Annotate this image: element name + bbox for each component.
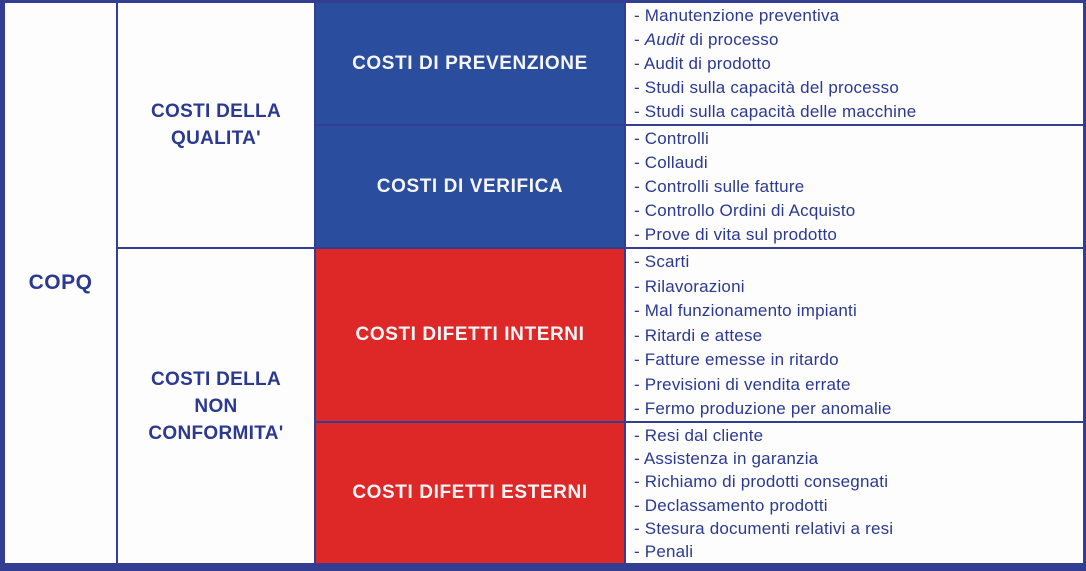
- list-item: - Mal funzionamento impianti: [634, 301, 857, 320]
- group-label-line: COSTI DELLA: [151, 101, 281, 122]
- list-item: - Audit di prodotto: [634, 54, 772, 73]
- copq-root-cell: [5, 3, 116, 563]
- list-item: - Collaudi: [634, 153, 708, 172]
- list-item: - Penali: [634, 542, 694, 562]
- list-item-text: di processo: [684, 30, 779, 49]
- list-item: - Resi dal cliente: [634, 426, 764, 445]
- list-item: - Declassamento prodotti: [634, 495, 828, 515]
- list-item: - Controllo Ordini di Acquisto: [634, 201, 856, 220]
- group-label-line: CONFORMITA': [148, 422, 284, 444]
- list-item-dash: -: [634, 30, 645, 49]
- list-item: - Stesura documenti relativi a resi: [634, 518, 894, 538]
- group-label-line: QUALITA': [171, 128, 261, 149]
- list-costi-di-verifica: [626, 126, 1083, 247]
- list-item: - Scarti: [634, 252, 690, 271]
- list-item: - Prove di vita sul prodotto: [634, 225, 838, 244]
- header-costi-difetti-esterni: COSTI DIFETTI ESTERNI: [316, 423, 624, 563]
- list-item: - Controlli sulle fatture: [634, 177, 805, 196]
- group-costi-della-non-conformita: [118, 249, 314, 563]
- list-item: - Ritardi e attese: [634, 325, 763, 345]
- list-item: - Richiamo di prodotti consegnati: [634, 472, 889, 492]
- list-item: - Assistenza in garanzia: [634, 449, 819, 469]
- list-item: - Studi sulla capacità delle macchine: [634, 102, 917, 121]
- list-item: - Fatture emesse in ritardo: [634, 350, 839, 369]
- copq-grid: [5, 3, 1083, 563]
- list-item-italic-term: Audit: [644, 30, 685, 49]
- list-costi-difetti-interni: [626, 249, 1083, 421]
- header-costi-difetti-interni: COSTI DIFETTI INTERNI: [316, 249, 624, 421]
- list-item: - Manutenzione preventiva: [634, 6, 840, 25]
- list-item: - Previsioni di vendita errate: [634, 374, 851, 394]
- header-costi-di-prevenzione: COSTI DI PREVENZIONE: [316, 3, 624, 124]
- list-item: - Rilavorazioni: [634, 276, 745, 296]
- header-costi-di-verifica: COSTI DI VERIFICA: [316, 126, 624, 247]
- group-label-line: NON: [194, 395, 238, 417]
- group-label-lines: [151, 98, 281, 152]
- list-item: - Studi sulla capacità del processo: [634, 78, 899, 97]
- group-label-line: COSTI DELLA: [151, 368, 281, 390]
- list-item: - Fermo produzione per anomalie: [634, 399, 892, 418]
- list-item: - Controlli: [634, 129, 709, 148]
- group-label-lines: [148, 366, 283, 447]
- list-costi-di-prevenzione: [626, 3, 1083, 124]
- list-item: [634, 28, 1077, 52]
- list-costi-difetti-esterni: [626, 423, 1083, 563]
- group-costi-della-qualita: [118, 3, 314, 247]
- copq-root-label: COPQ: [28, 271, 93, 294]
